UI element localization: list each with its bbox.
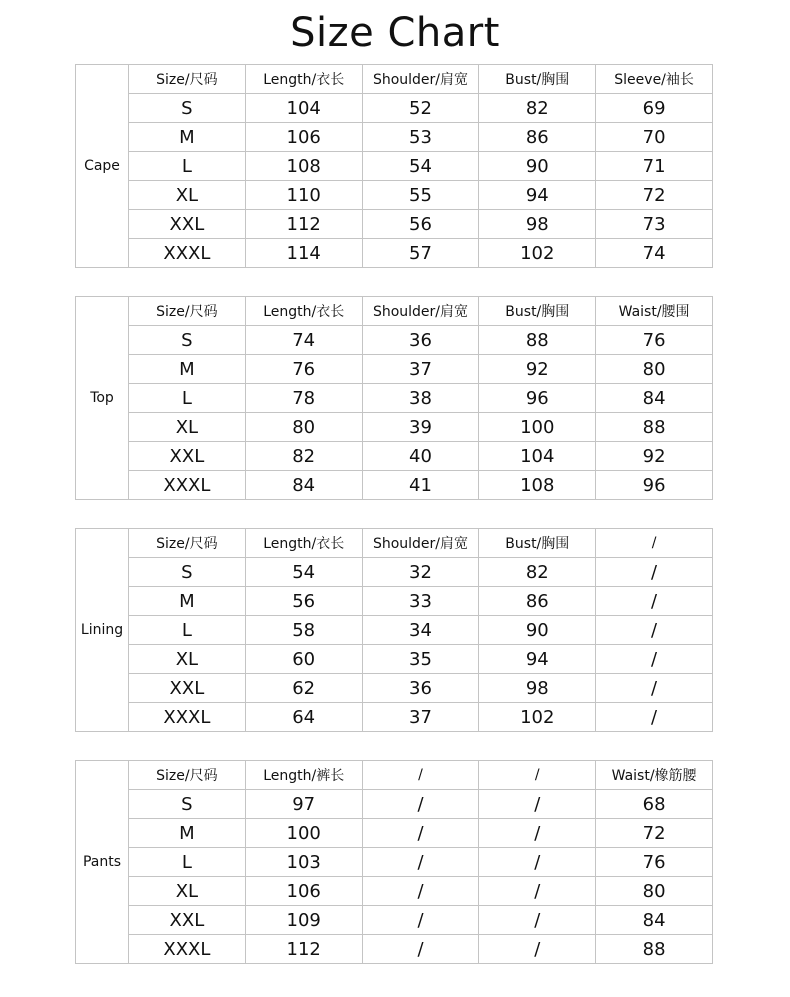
size-cell: L [129, 616, 246, 645]
table-row [76, 471, 713, 500]
value-cell: 74 [245, 326, 362, 355]
size-table-cape [75, 64, 713, 268]
value-cell: 92 [479, 355, 596, 384]
size-cell: XXL [129, 674, 246, 703]
value-cell: 53 [362, 123, 479, 152]
table-row [76, 152, 713, 181]
value-cell: 94 [479, 181, 596, 210]
category-label: Lining [76, 529, 129, 732]
table-row [76, 819, 713, 848]
size-cell: XXL [129, 442, 246, 471]
size-table-lining [75, 528, 713, 732]
header-row [76, 65, 713, 94]
table-row [76, 935, 713, 964]
value-cell: 54 [245, 558, 362, 587]
size-cell: XL [129, 181, 246, 210]
value-cell: 56 [245, 587, 362, 616]
size-cell: L [129, 848, 246, 877]
value-cell: 114 [245, 239, 362, 268]
value-cell: 37 [362, 355, 479, 384]
value-cell: 68 [596, 790, 713, 819]
value-cell: 110 [245, 181, 362, 210]
table-row [76, 790, 713, 819]
value-cell: 100 [245, 819, 362, 848]
value-cell: 112 [245, 210, 362, 239]
value-cell: 34 [362, 616, 479, 645]
value-cell: 64 [245, 703, 362, 732]
value-cell: / [479, 848, 596, 877]
column-header: Size/尺码 [129, 761, 246, 790]
column-header: / [479, 761, 596, 790]
column-header: Length/衣长 [245, 297, 362, 326]
table-row [76, 674, 713, 703]
size-cell: S [129, 790, 246, 819]
column-header: Length/衣长 [245, 65, 362, 94]
value-cell: / [479, 906, 596, 935]
value-cell: 106 [245, 877, 362, 906]
size-cell: XXL [129, 210, 246, 239]
value-cell: 71 [596, 152, 713, 181]
value-cell: 88 [479, 326, 596, 355]
column-header: / [596, 529, 713, 558]
value-cell: 90 [479, 616, 596, 645]
value-cell: 33 [362, 587, 479, 616]
value-cell: 108 [245, 152, 362, 181]
size-cell: XXL [129, 906, 246, 935]
table-row [76, 616, 713, 645]
value-cell: 78 [245, 384, 362, 413]
value-cell: / [479, 935, 596, 964]
column-header: Bust/胸围 [479, 529, 596, 558]
value-cell: / [479, 877, 596, 906]
value-cell: / [479, 819, 596, 848]
value-cell: 76 [596, 848, 713, 877]
value-cell: / [362, 906, 479, 935]
size-cell: L [129, 152, 246, 181]
value-cell: 96 [596, 471, 713, 500]
page-title: Size Chart [290, 10, 500, 56]
value-cell: 55 [362, 181, 479, 210]
value-cell: 41 [362, 471, 479, 500]
value-cell: 109 [245, 906, 362, 935]
column-header: Bust/胸围 [479, 65, 596, 94]
value-cell: 70 [596, 123, 713, 152]
value-cell: 92 [596, 442, 713, 471]
value-cell: 104 [479, 442, 596, 471]
value-cell: 82 [479, 558, 596, 587]
column-header: Shoulder/肩宽 [362, 65, 479, 94]
table-row [76, 442, 713, 471]
value-cell: 86 [479, 123, 596, 152]
value-cell: 86 [479, 587, 596, 616]
value-cell: 58 [245, 616, 362, 645]
table-row [76, 384, 713, 413]
size-cell: L [129, 384, 246, 413]
value-cell: 72 [596, 819, 713, 848]
value-cell: 74 [596, 239, 713, 268]
size-cell: S [129, 94, 246, 123]
size-cell: M [129, 355, 246, 384]
value-cell: 100 [479, 413, 596, 442]
size-cell: XL [129, 877, 246, 906]
value-cell: 98 [479, 674, 596, 703]
table-row [76, 355, 713, 384]
value-cell: 36 [362, 674, 479, 703]
table-row [76, 587, 713, 616]
table-row [76, 181, 713, 210]
value-cell: / [596, 703, 713, 732]
value-cell: 88 [596, 935, 713, 964]
value-cell: 38 [362, 384, 479, 413]
size-cell: M [129, 123, 246, 152]
value-cell: / [362, 819, 479, 848]
value-cell: 112 [245, 935, 362, 964]
size-cell: XL [129, 645, 246, 674]
column-header: Bust/胸围 [479, 297, 596, 326]
value-cell: 88 [596, 413, 713, 442]
value-cell: 69 [596, 94, 713, 123]
size-cell: XXXL [129, 703, 246, 732]
column-header: Shoulder/肩宽 [362, 297, 479, 326]
value-cell: 103 [245, 848, 362, 877]
value-cell: 104 [245, 94, 362, 123]
table-row [76, 326, 713, 355]
value-cell: 57 [362, 239, 479, 268]
value-cell: / [479, 790, 596, 819]
column-header: Length/裤长 [245, 761, 362, 790]
value-cell: 102 [479, 703, 596, 732]
table-row [76, 848, 713, 877]
value-cell: / [362, 848, 479, 877]
value-cell: 76 [245, 355, 362, 384]
size-cell: M [129, 819, 246, 848]
table-row [76, 413, 713, 442]
value-cell: 84 [596, 384, 713, 413]
size-cell: M [129, 587, 246, 616]
column-header: Shoulder/肩宽 [362, 529, 479, 558]
column-header: Size/尺码 [129, 65, 246, 94]
value-cell: 102 [479, 239, 596, 268]
value-cell: 76 [596, 326, 713, 355]
category-label: Pants [76, 761, 129, 964]
column-header: / [362, 761, 479, 790]
size-cell: XL [129, 413, 246, 442]
value-cell: 84 [596, 906, 713, 935]
table-row [76, 239, 713, 268]
value-cell: / [362, 790, 479, 819]
table-row [76, 558, 713, 587]
value-cell: 36 [362, 326, 479, 355]
header-row [76, 761, 713, 790]
value-cell: / [362, 877, 479, 906]
size-cell: XXXL [129, 935, 246, 964]
value-cell: / [596, 674, 713, 703]
header-row [76, 529, 713, 558]
value-cell: 35 [362, 645, 479, 674]
value-cell: / [596, 558, 713, 587]
value-cell: 84 [245, 471, 362, 500]
value-cell: 90 [479, 152, 596, 181]
value-cell: 37 [362, 703, 479, 732]
value-cell: 96 [479, 384, 596, 413]
size-table-pants [75, 760, 713, 964]
value-cell: 60 [245, 645, 362, 674]
table-row [76, 645, 713, 674]
value-cell: 54 [362, 152, 479, 181]
value-cell: 94 [479, 645, 596, 674]
column-header: Length/衣长 [245, 529, 362, 558]
value-cell: 32 [362, 558, 479, 587]
value-cell: 52 [362, 94, 479, 123]
category-label: Cape [76, 65, 129, 268]
value-cell: 39 [362, 413, 479, 442]
value-cell: 56 [362, 210, 479, 239]
value-cell: 82 [245, 442, 362, 471]
size-cell: XXXL [129, 471, 246, 500]
value-cell: 106 [245, 123, 362, 152]
table-row [76, 877, 713, 906]
value-cell: 80 [596, 355, 713, 384]
value-cell: 80 [596, 877, 713, 906]
value-cell: / [596, 587, 713, 616]
column-header: Waist/橡筋腰 [596, 761, 713, 790]
value-cell: 80 [245, 413, 362, 442]
size-cell: S [129, 326, 246, 355]
value-cell: 73 [596, 210, 713, 239]
category-label: Top [76, 297, 129, 500]
value-cell: / [596, 645, 713, 674]
header-row [76, 297, 713, 326]
table-row [76, 210, 713, 239]
table-row [76, 906, 713, 935]
size-cell: XXXL [129, 239, 246, 268]
table-row [76, 703, 713, 732]
value-cell: 97 [245, 790, 362, 819]
table-row [76, 123, 713, 152]
size-cell: S [129, 558, 246, 587]
value-cell: 82 [479, 94, 596, 123]
value-cell: 72 [596, 181, 713, 210]
value-cell: / [596, 616, 713, 645]
value-cell: 62 [245, 674, 362, 703]
size-table-top [75, 296, 713, 500]
column-header: Size/尺码 [129, 529, 246, 558]
column-header: Size/尺码 [129, 297, 246, 326]
value-cell: / [362, 935, 479, 964]
column-header: Sleeve/袖长 [596, 65, 713, 94]
value-cell: 98 [479, 210, 596, 239]
table-row [76, 94, 713, 123]
value-cell: 40 [362, 442, 479, 471]
column-header: Waist/腰围 [596, 297, 713, 326]
value-cell: 108 [479, 471, 596, 500]
